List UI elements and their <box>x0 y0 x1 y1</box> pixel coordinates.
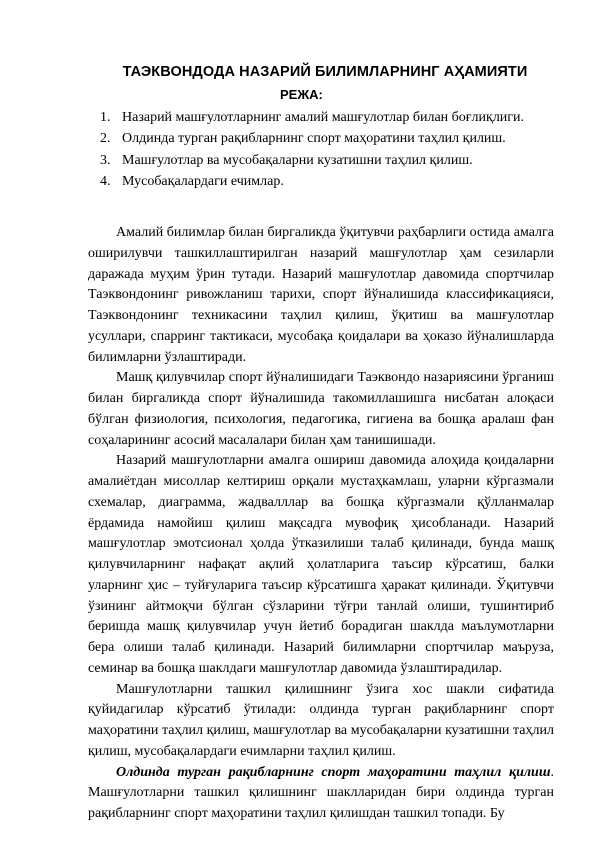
paragraph-continuation: . Машғулотларни ташкил қилишнинг шаклларидан бири олдинда турган рақибларнинг спорт маҳоратини таҳлил қилишдан ташкил топади. Бу <box>88 764 554 821</box>
plan-item-number: 1. <box>100 110 111 125</box>
section-lead-heading: Олдинда турган рақибларнинг спорт маҳоратини таҳлил қилиш <box>116 764 551 780</box>
plan-item <box>100 128 524 149</box>
plan-item <box>100 107 524 128</box>
body-text <box>88 223 554 825</box>
plan-item-text: Назарий машғулотларнинг амалий машғулотлар билан боғлиқлиги. <box>122 110 525 125</box>
plan-list <box>100 107 524 192</box>
plan-item-number: 2. <box>100 131 111 147</box>
paragraph: Машғулотларни ташкил қилишнинг ўзига хос шакли сифатида қуйидагилар кўрсатиб ўтилади: олдинда турган рақибларнинг спорт маҳоратини таҳлил қилиш, машғулотлар ва мусобақаларни кузатишни таҳлил қилиш, мусобақалардаги ечимларни таҳлил қилиш. <box>88 681 554 759</box>
plan-item-text: Машғулотлар ва мусобақаларни кузатишни таҳлил қилиш. <box>122 152 473 168</box>
plan-item-number: 4. <box>100 173 111 189</box>
paragraph-last <box>88 763 554 825</box>
plan-item-number: 3. <box>100 152 111 168</box>
document-title: ТАЭКВОНДОДА НАЗАРИЙ БИЛИМЛАРНИНГ АҲАМИЯТИ <box>122 64 528 80</box>
paragraph: Назарий машғулотларни амалга ошириш давомида алоҳида қоидаларни амалиётдан мисоллар келтириш орқали мустаҳкамлаш, уларни кўргазмали схемалар, диаграмма, жадвалллар ва бошқа кўргазмали қўлланмалар ёрдамида намойиш қилиш мақсадга мувофиқ ҳисобланади. Назарий машғулотлар эмотсионал ҳолда ўтказилиши талаб қилинади, бунда машқ қилувчиларнинг нафақат ақлий ҳолатларига таъсир кўрсатиш, балки уларнинг ҳис – туйғуларига таъсир кўрсатишга ҳаракат қилинади. Ўқитувчи ўзининг айтмоқчи бўлган сўзларини тўғри танлай олиши, тушинтириб беришда машқ қилувчилар учун йетиб борадиган шаклда маълумотларни бера олиши талаб қилинади. Назарий билимларни спортчилар маъруза, семинар ва бошқа шаклдаги машғулотлар давомида ўзлаштирадилар. <box>88 453 554 676</box>
plan-item-text: Мусобақалардаги ечимлар. <box>122 173 284 189</box>
plan-item <box>100 150 524 171</box>
plan-heading: РЕЖА: <box>280 87 323 102</box>
plan-item <box>100 171 524 192</box>
paragraph: Амалий билимлар билан биргаликда ўқитувчи раҳбарлиги остида амалга оширилувчи ташкиллаштирилган назарий машғулотлар ҳам сезиларли даражада муҳим ўрин тутади. Назарий машғулотлар давомида спортчилар Таэквондонинг ривожланиш тарихи, спорт йўналишида классификацияси, Таэквондонинг техникасини таҳлил қилиш, ўқитиш ва машғулотлар усуллари, спарринг тактикаси, мусобақа қоидалари ва ҳоказо йўналишларда билимларни ўзлаштиради. <box>88 225 554 365</box>
paragraph: Машқ қилувчилар спорт йўналишидаги Таэквондо назариясини ўрганиш билан биргаликда спорт йўналишида такомиллашишга нисбатан алоқаси бўлган физиология, психология, педагогика, гигиена ва бошқа аралаш фан соҳаларининг асосий масалалари билан ҳам танишишади. <box>88 370 554 448</box>
plan-item-text: Олдинда турган рақибларнинг спорт маҳоратини таҳлил қилиш. <box>122 131 506 147</box>
